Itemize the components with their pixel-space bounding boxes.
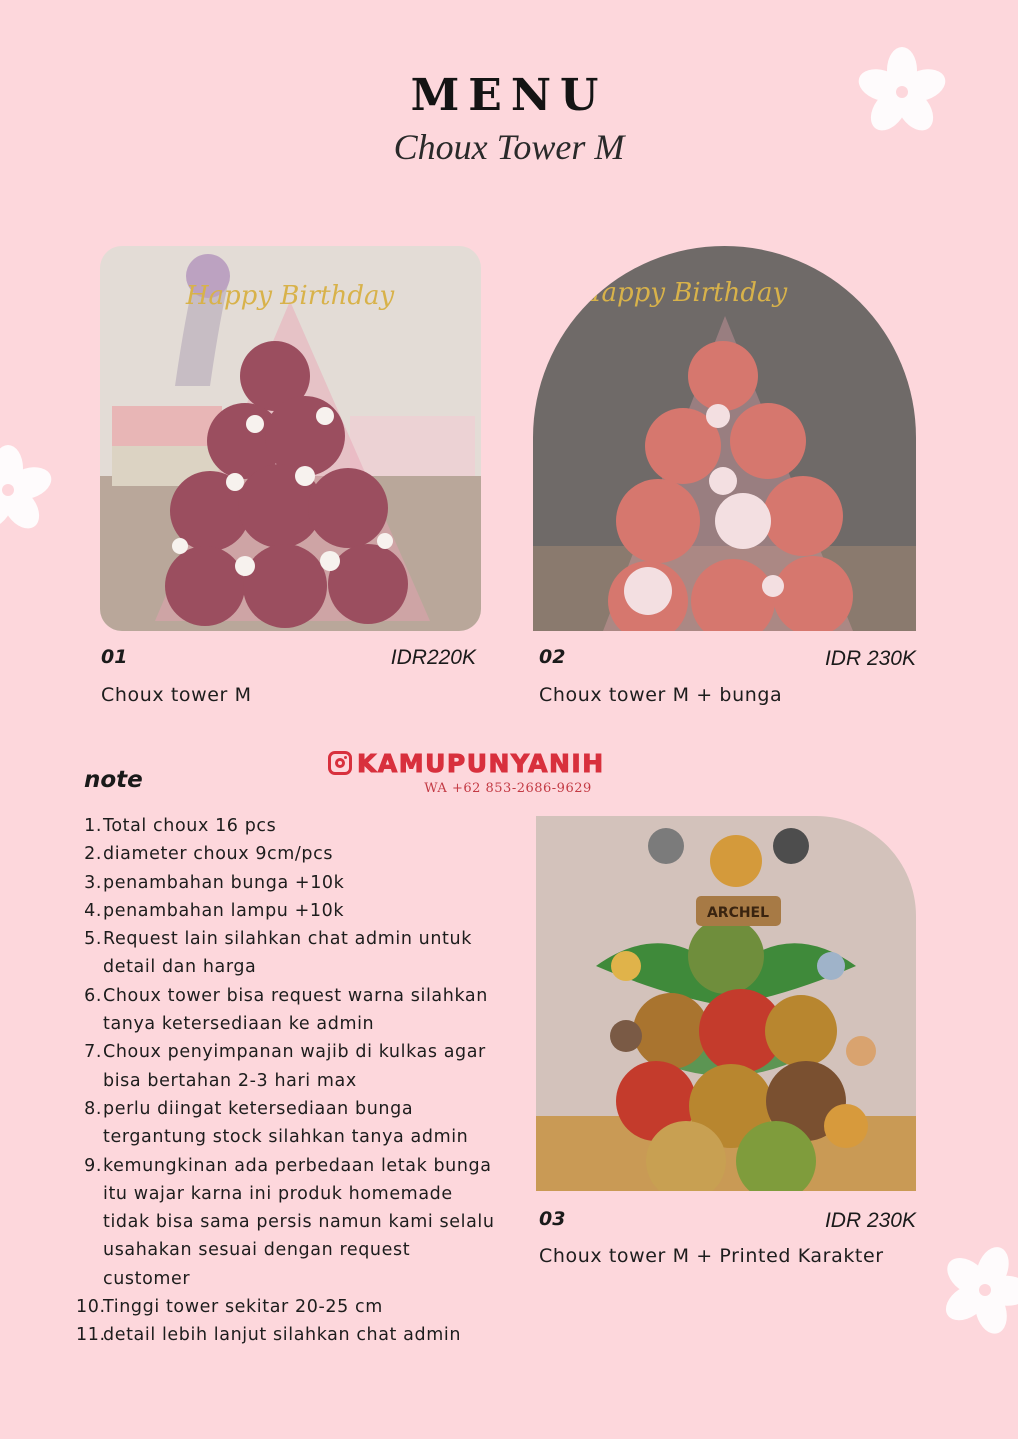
note-title: note [84, 767, 143, 793]
product-photo-1 [100, 246, 481, 631]
list-item: 10. Tinggi tower sekitar 20-25 cm [76, 1297, 383, 1318]
note-list [76, 812, 496, 1350]
cake-topper [185, 281, 395, 311]
list-item: 3. penambahan bunga +10k [84, 872, 345, 893]
brand-handle [328, 746, 658, 780]
flower-icon [0, 440, 58, 540]
brand-name: KAMUPUNYANIH [357, 748, 605, 778]
list-item: 8. perlu diingat ketersediaan bunga tergantung stock silahkan tanya admin [84, 1098, 469, 1148]
flower-icon [852, 42, 952, 142]
list-item: 9. kemungkinan ada perbedaan letak bunga itu wajar karna ini produk homemade tidak bisa sama persis namun kami selalu usahakan sesuai dengan request customer [84, 1155, 495, 1289]
svg-text:ARCHEL: ARCHEL [706, 905, 770, 921]
instagram-icon [328, 751, 352, 775]
list-item: 5. Request lain silahkan chat admin untuk detail dan harga [84, 929, 472, 978]
product-name: Choux tower M [101, 684, 252, 706]
svg-text:Happy Birthday: Happy Birthday [185, 281, 395, 311]
list-item: 1. Total choux 16 pcs [84, 816, 277, 836]
page-title: MENU [410, 70, 608, 121]
product-price: IDR 230K [824, 647, 916, 670]
page-subtitle: Choux Tower M [393, 127, 625, 167]
list-item: 7. Choux penyimpanan wajib di kulkas agar bisa bertahan 2-3 hari max [84, 1042, 486, 1091]
product-price: IDR 230K [824, 1209, 916, 1232]
product-number: 03 [539, 1208, 566, 1230]
list-item: 2. diameter choux 9cm/pcs [84, 844, 334, 865]
svg-text:Happy Birthday: Happy Birthday [578, 278, 788, 308]
product-photo-2 [533, 246, 916, 631]
product-number: 01 [101, 646, 128, 668]
whatsapp-contact: WA +62 853-2686-9629 [424, 781, 592, 796]
product-number: 02 [539, 646, 566, 668]
list-item: 6. Choux tower bisa request warna silahkan tanya ketersediaan ke admin [84, 985, 488, 1035]
product-name: Choux tower M + Printed Karakter [539, 1245, 884, 1267]
product-name: Choux tower M + bunga [539, 684, 783, 706]
list-item: 4. penambahan lampu +10k [84, 900, 345, 921]
flower-icon [935, 1240, 1018, 1340]
list-item: 11. detail lebih lanjut silahkan chat admin [76, 1325, 462, 1346]
product-photo-3 [536, 816, 916, 1191]
product-price: IDR220K [390, 646, 476, 669]
